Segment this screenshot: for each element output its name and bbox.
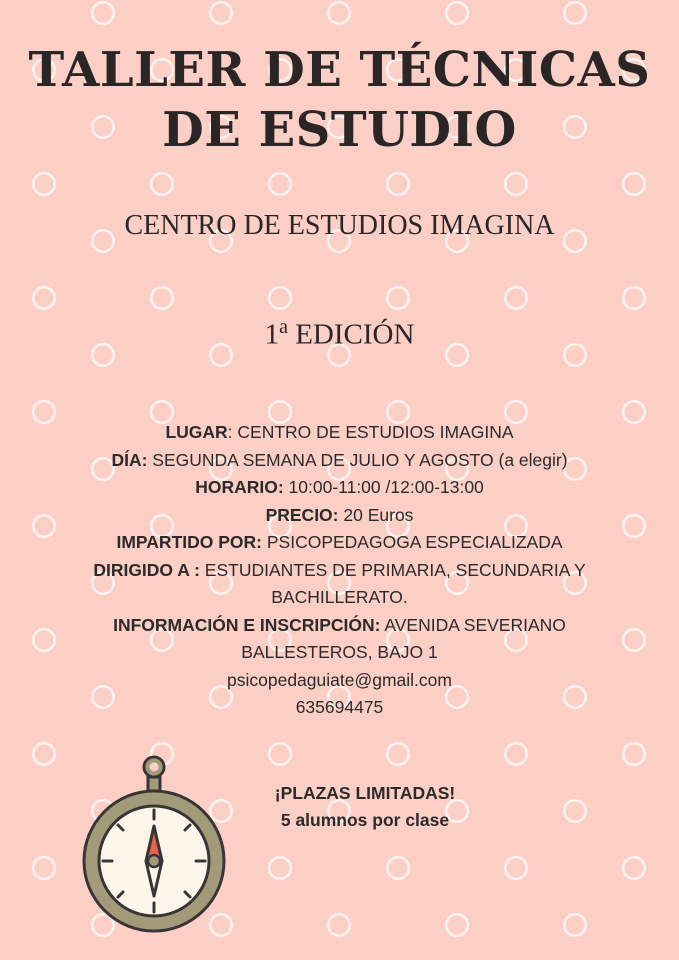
detail-value: ESTUDIANTES DE PRIMARIA, SECUNDARIA Y xyxy=(199,559,586,580)
contact-phone: 635694475 xyxy=(295,697,384,717)
detail-value: SEGUNDA SEMANA DE JULIO Y AGOSTO (a elegir) xyxy=(147,449,568,470)
detail-label: PRECIO: xyxy=(265,504,339,525)
detail-label: DÍA: xyxy=(111,449,148,470)
detail-dirigido xyxy=(40,557,639,585)
detail-label: HORARIO: xyxy=(195,477,284,497)
detail-label: LUGAR xyxy=(165,422,228,442)
detail-value: : CENTRO DE ESTUDIOS IMAGINA xyxy=(227,422,514,442)
callout-capacity: 5 alumnos por clase xyxy=(280,810,450,830)
edition-text: EDICIÓN xyxy=(295,318,415,351)
detail-impartido xyxy=(40,529,639,557)
detail-value: 10:00-11:00 /12:00-13:00 xyxy=(283,477,484,497)
edition-number: 1 xyxy=(264,318,280,351)
callout-headline: ¡PLAZAS LIMITADAS! xyxy=(274,783,456,803)
detail-label: DIRIGIDO A : xyxy=(93,559,200,580)
poster-title xyxy=(0,40,679,160)
detail-label: INFORMACIÓN E INSCRIPCIÓN: xyxy=(113,614,381,635)
organizer-name: CENTRO DE ESTUDIOS IMAGINA xyxy=(124,210,555,241)
detail-value: AVENIDA SEVERIANO xyxy=(380,614,566,635)
detail-value: PSICOPEDAGOGA ESPECIALIZADA xyxy=(262,532,563,552)
detail-dia xyxy=(40,447,639,475)
detail-label: IMPARTIDO POR: xyxy=(116,532,262,552)
detail-lugar xyxy=(40,419,639,447)
detail-informacion xyxy=(40,612,639,640)
title-line-2: DE ESTUDIO xyxy=(162,102,517,158)
detail-informacion-continued: BALLESTEROS, BAJO 1 xyxy=(241,642,438,662)
compass-icon xyxy=(82,750,232,940)
detail-precio xyxy=(40,502,639,530)
edition-label xyxy=(0,308,679,354)
contact-email: psicopedaguiate@gmail.com xyxy=(227,669,452,690)
event-details xyxy=(40,419,639,722)
edition-ordinal-suffix: a xyxy=(279,316,288,338)
detail-dirigido-continued: BACHILLERATO. xyxy=(271,587,408,607)
detail-value: 20 Euros xyxy=(338,504,414,525)
title-line-1: TALLER DE TÉCNICAS xyxy=(28,42,651,98)
limited-places-callout xyxy=(240,780,490,834)
detail-horario xyxy=(40,474,639,502)
